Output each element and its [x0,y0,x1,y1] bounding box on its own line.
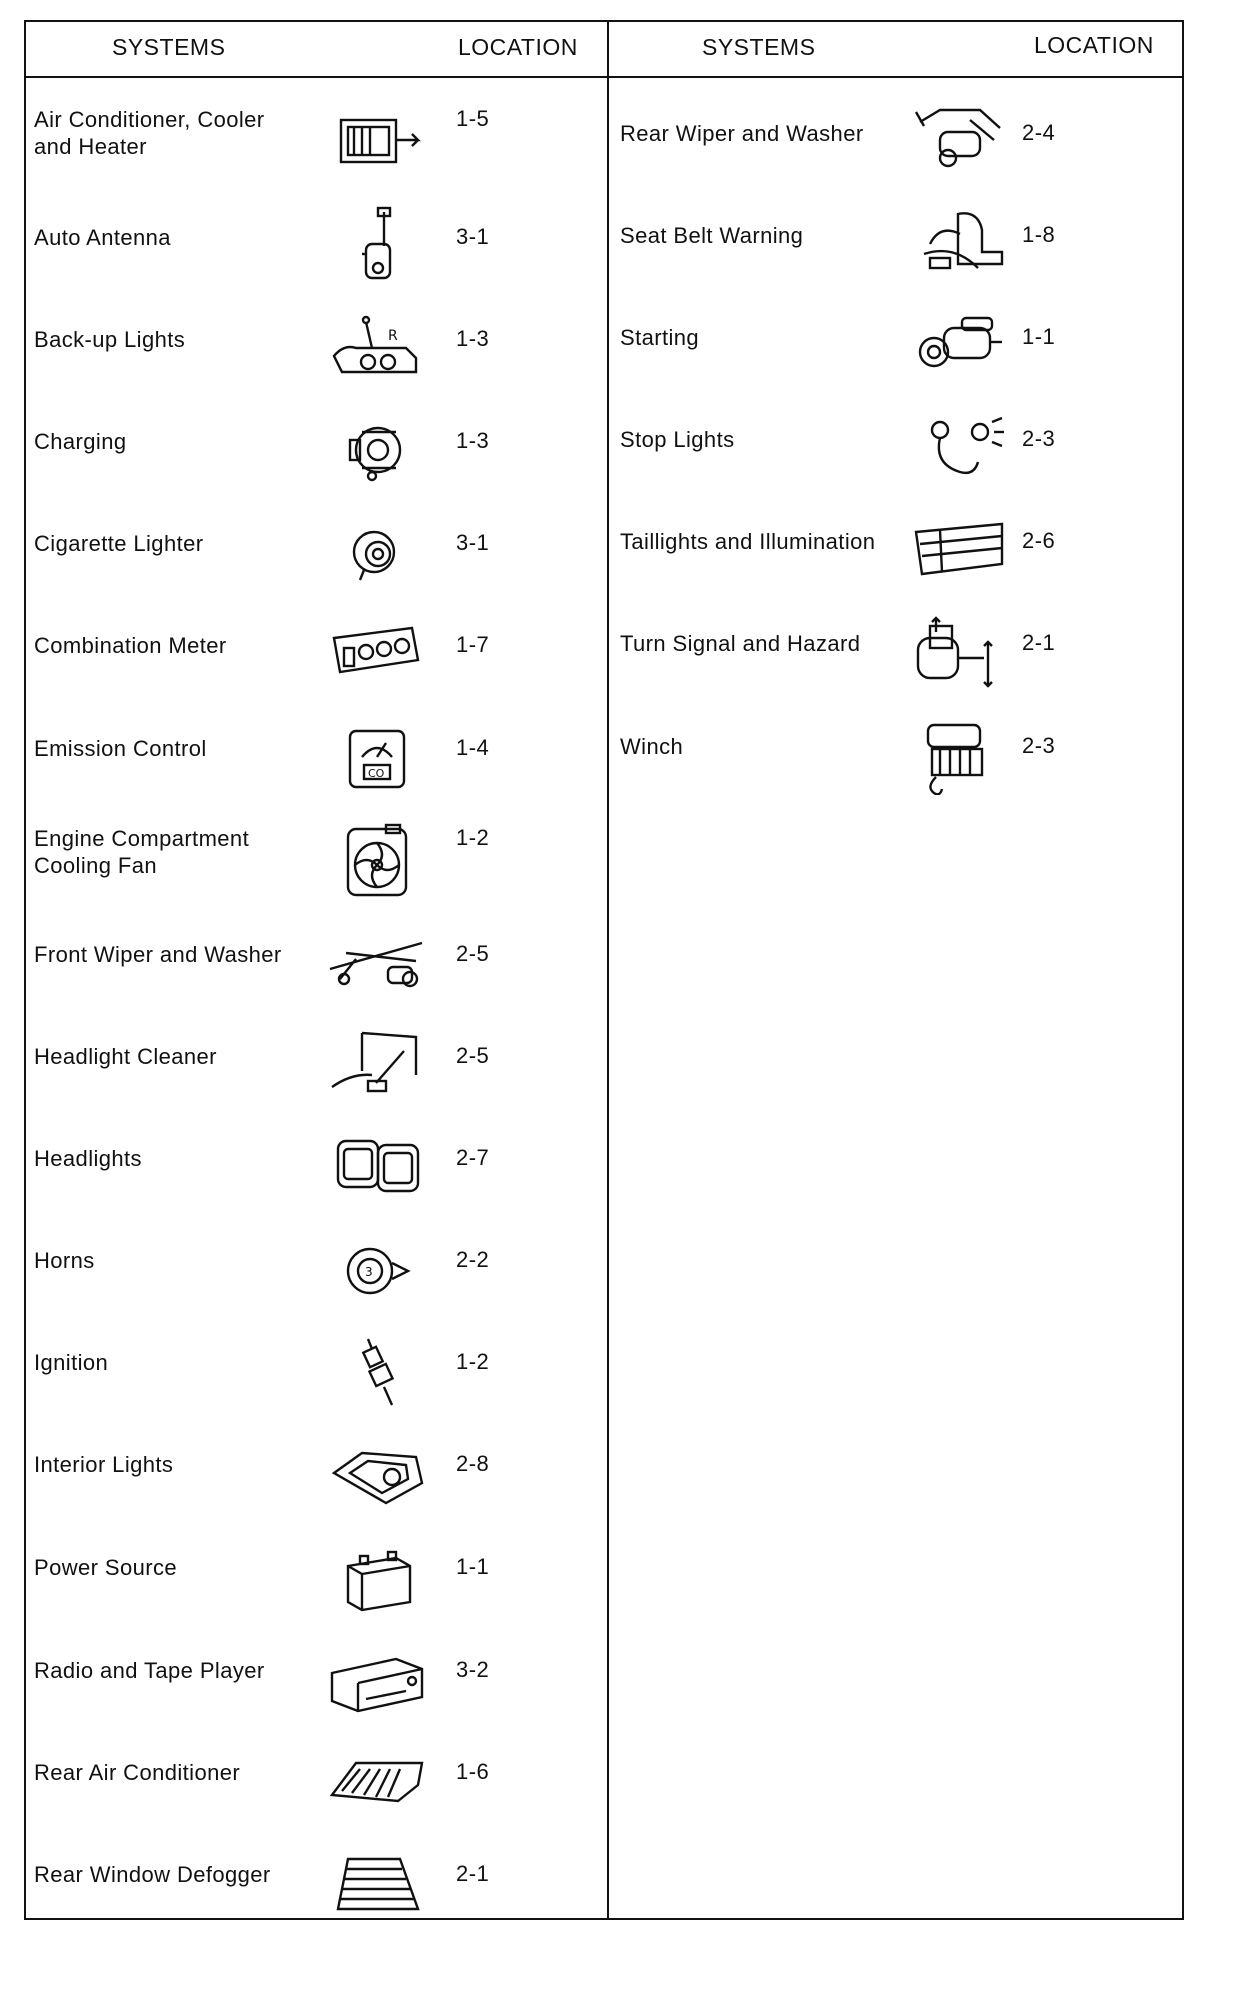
headlight-cleaner-icon [326,1025,426,1105]
system-row [24,1331,608,1421]
location-code: 3-1 [456,530,490,555]
combination-meter-icon [326,614,426,694]
cigarette-lighter-icon [326,512,426,592]
system-name: Rear Wiper and Washer [620,121,864,146]
rear-wiper-motor-icon [910,102,1010,182]
system-row [24,1229,608,1319]
location-code: 2-3 [1022,426,1056,451]
system-row [24,821,608,911]
location-code: 1-8 [1022,222,1056,247]
system-name: Seat Belt Warning [620,223,804,248]
system-row [24,308,608,398]
system-name: Turn Signal and Hazard [620,631,861,656]
system-row [24,717,608,807]
cooling-fan-icon [326,821,426,901]
system-row [610,306,1184,396]
system-row [24,1639,608,1729]
system-name: Starting [620,325,700,350]
system-row [24,102,608,192]
location-code: 2-2 [456,1247,490,1272]
starter-motor-icon [910,306,1010,386]
winch-icon [910,715,1010,795]
location-code: 1-1 [456,1554,490,1579]
location-code: 1-3 [456,428,490,453]
location-code: 2-1 [456,1861,490,1886]
radio-icon [326,1639,426,1719]
system-name: Combination Meter [34,633,227,658]
system-row [610,715,1184,805]
system-name: Taillights and Illumination [620,529,876,554]
location-code: 2-1 [1022,630,1056,655]
location-code: 2-6 [1022,528,1056,553]
system-row [24,512,608,602]
location-code: 1-2 [456,1349,490,1374]
turn-signal-switch-icon [910,612,1010,692]
location-code: 3-2 [456,1657,490,1682]
location-code: 2-5 [456,1043,490,1068]
location-code: 1-1 [1022,324,1056,349]
location-code: 1-5 [456,106,490,131]
system-name: Engine Compartment Cooling Fan [34,826,250,878]
system-name: Interior Lights [34,1452,174,1477]
right-systems-header: SYSTEMS [702,34,816,60]
system-row [24,1843,608,1933]
svg-text:3: 3 [365,1265,373,1279]
system-row [24,1127,608,1217]
location-code: 1-2 [456,825,490,850]
horn-icon [326,1229,426,1309]
system-row [24,614,608,704]
location-code: 2-3 [1022,733,1056,758]
system-row [24,410,608,500]
rear-air-conditioner-icon [326,1741,426,1821]
system-row [24,206,608,296]
antenna-motor-icon [326,206,426,286]
alternator-icon [326,410,426,490]
spark-plug-icon [326,1331,426,1411]
system-row [610,510,1184,600]
system-name: Ignition [34,1350,109,1375]
system-row [610,204,1184,294]
location-code: 3-1 [456,224,490,249]
location-code: 2-8 [456,1451,490,1476]
seat-belt-icon [910,204,1010,284]
system-name: Horns [34,1248,95,1273]
battery-icon [326,1536,426,1616]
system-name: Air Conditioner, Cooler and Heater [34,107,265,159]
system-name: Rear Window Defogger [34,1862,271,1887]
location-code: 1-6 [456,1759,490,1784]
dome-light-icon [326,1433,426,1513]
location-code: 2-7 [456,1145,490,1170]
system-row [610,408,1184,498]
left-location-header: LOCATION [458,34,578,60]
system-name: Radio and Tape Player [34,1658,265,1683]
stop-light-switch-icon [910,408,1010,488]
location-code: 1-7 [456,632,490,657]
system-name: Front Wiper and Washer [34,942,282,967]
system-name: Emission Control [34,736,207,761]
system-name: Cigarette Lighter [34,531,204,556]
co-meter-icon [326,717,426,797]
taillight-icon [910,510,1010,590]
system-name: Power Source [34,1555,177,1580]
svg-text:CO: CO [368,767,385,780]
svg-text:R: R [388,328,398,344]
system-row [610,102,1184,192]
system-name: Rear Air Conditioner [34,1760,241,1785]
rear-window-defogger-icon [326,1843,426,1923]
system-row [24,1025,608,1115]
right-location-header: LOCATION [1034,32,1154,58]
wiper-linkage-icon [326,923,426,1003]
transmission-shift-icon [326,308,426,388]
system-name: Headlights [34,1146,142,1171]
system-name: Stop Lights [620,427,735,452]
location-code: 2-4 [1022,120,1056,145]
headlights-icon [326,1127,426,1207]
system-row [24,1741,608,1831]
system-name: Auto Antenna [34,225,171,250]
system-name: Charging [34,429,127,454]
system-name: Winch [620,734,684,759]
system-name: Headlight Cleaner [34,1044,217,1069]
system-row [24,1536,608,1626]
system-row [24,923,608,1013]
system-row [24,1433,608,1523]
system-name: Back-up Lights [34,327,186,352]
location-code: 1-3 [456,326,490,351]
left-systems-header: SYSTEMS [112,34,226,60]
location-code: 2-5 [456,941,490,966]
system-row [610,612,1184,702]
air-conditioner-vent-icon [326,102,426,182]
location-code: 1-4 [456,735,490,760]
